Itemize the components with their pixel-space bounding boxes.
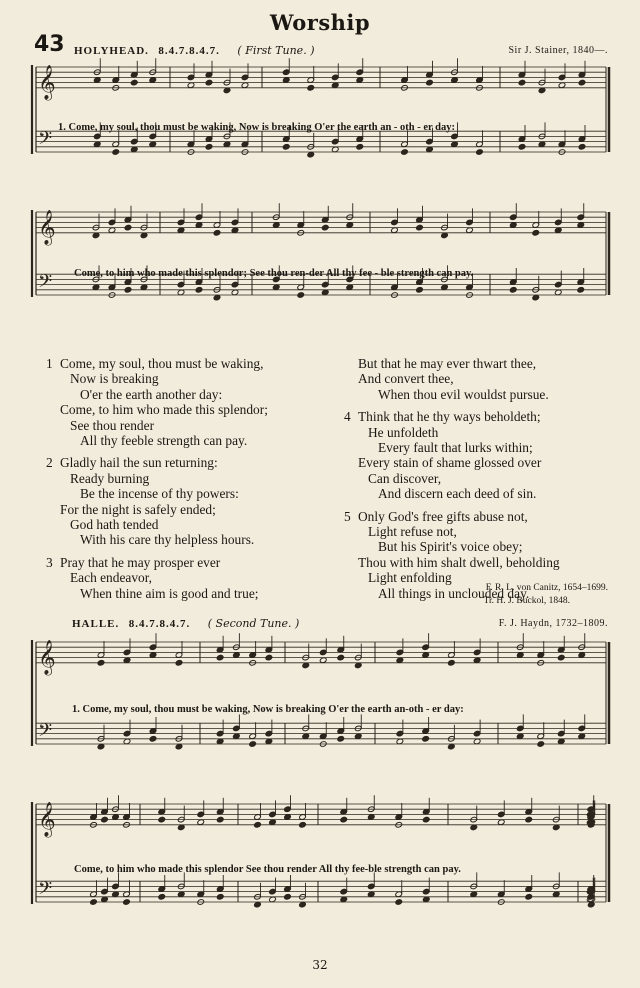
stanza-line: But his Spirit's voice obey; xyxy=(378,539,523,555)
svg-text:𝄞: 𝄞 xyxy=(38,209,56,245)
svg-text:𝄞: 𝄞 xyxy=(38,801,56,837)
stanza-line: Be the incense of thy powers: xyxy=(80,486,239,502)
svg-text:𝄢: 𝄢 xyxy=(38,271,53,297)
music-system-3 xyxy=(0,628,640,778)
stanza-number: 2 xyxy=(46,455,53,471)
stanza-line: O'er the earth another day: xyxy=(80,386,223,402)
stanza-line: Light refuse not, xyxy=(368,524,457,540)
stanza-line: Light enfolding xyxy=(368,570,452,586)
stanza-line: Come, to him who made this splendor; xyxy=(60,402,268,418)
credit-author: F. R. L. von Canitz, 1654–1699. xyxy=(485,583,608,593)
page-number: 32 xyxy=(312,958,328,972)
second-tune-composer: F. J. Haydn, 1732–1809. xyxy=(498,618,608,629)
svg-text:𝄢: 𝄢 xyxy=(38,720,53,746)
stanza-line: Now is breaking xyxy=(70,371,159,387)
svg-text:𝄞: 𝄞 xyxy=(38,64,56,100)
stanza-line: All thy feeble strength can pay. xyxy=(80,433,248,449)
credit-translator: Tr. H. J. Buckol, 1848. xyxy=(483,596,570,606)
stanza-line: See thou render xyxy=(70,417,155,433)
stanza xyxy=(344,409,628,502)
stanza-line: 1 Come, my soul, thou must be waking, xyxy=(46,356,264,371)
stanza-line: For the night is safely ended; xyxy=(60,501,216,517)
stanza-number: 4 xyxy=(344,409,351,425)
stanza-line: Each endeavor, xyxy=(70,570,152,586)
stanza-line: Thou with him shalt dwell, beholding xyxy=(358,554,560,570)
stanza-number: 1 xyxy=(46,356,53,371)
stanza-line: Can discover, xyxy=(368,470,442,486)
stanzas-right-column xyxy=(344,356,628,608)
stanza-line: Every fault that lurks within; xyxy=(378,440,533,456)
second-tune-meter: 8.4.7.8.4.7. xyxy=(128,618,191,630)
stanza xyxy=(46,455,350,548)
second-tune-underlay-2: Come, to him who made this splendor See thou render All thy fee-ble strength can pay. xyxy=(74,864,461,875)
first-tune-underlay-2: Come, to him who made this splendor; See thou ren-der All thy fee - ble strength can pay. xyxy=(74,268,474,279)
stanzas-left-column xyxy=(46,356,350,608)
first-tune-underlay-1: 1. Come, my soul, thou must be waking, Now is breaking O'er the earth an - oth - er day: xyxy=(58,122,455,133)
stanza-line: All things in unclouded day. xyxy=(378,585,530,601)
stanza-line: Every stain of shame glossed over xyxy=(358,455,542,471)
stanza-line: 5 Only God's free gifts abuse not, xyxy=(344,508,528,524)
stanza-line: 4 Think that he thy ways beholdeth; xyxy=(344,409,541,425)
stanza-line: He unfoldeth xyxy=(368,424,439,440)
stanza-line: God hath tended xyxy=(70,517,159,533)
first-tune-composer: Sir J. Stainer, 1840—. xyxy=(508,45,608,56)
section-title: Worship xyxy=(269,10,371,35)
svg-text:𝄢: 𝄢 xyxy=(38,878,53,904)
second-tune-underlay-1: 1. Come, my soul, thou must be waking, Now is breaking O'er the earth an-oth - er day: xyxy=(72,704,464,715)
stanza-line: When thou evil wouldst pursue. xyxy=(378,386,549,402)
stanza xyxy=(358,356,628,402)
stanza-line: When thine aim is good and true; xyxy=(80,585,259,601)
first-tune-name: HOLYHEAD. xyxy=(74,45,149,57)
second-tune-note: ( Second Tune. ) xyxy=(207,617,300,630)
stanza-line: Ready burning xyxy=(70,470,150,486)
stanza-line: With his care thy helpless hours. xyxy=(80,532,255,548)
svg-text:𝄞: 𝄞 xyxy=(38,639,56,675)
stanza xyxy=(46,554,350,601)
second-tune-name: HALLE. xyxy=(72,618,120,630)
stanza-line: 3 Pray that he may prosper ever xyxy=(46,554,221,570)
stanza-number: 5 xyxy=(344,508,351,524)
stanza-line: But that he may ever thwart thee, xyxy=(358,356,537,371)
first-tune-meter: 8.4.7.8.4.7. xyxy=(158,45,220,57)
stanza-line: 2 Gladly hail the sun returning: xyxy=(46,455,218,471)
first-tune-note: ( First Tune. ) xyxy=(237,44,315,57)
stanza xyxy=(46,356,350,449)
svg-text:𝄢: 𝄢 xyxy=(38,128,53,154)
stanza-line: And convert thee, xyxy=(358,371,454,387)
stanza-line: And discern each deed of sin. xyxy=(378,486,537,502)
hymn-number: 43 xyxy=(34,32,65,57)
stanza-number: 3 xyxy=(46,554,53,570)
